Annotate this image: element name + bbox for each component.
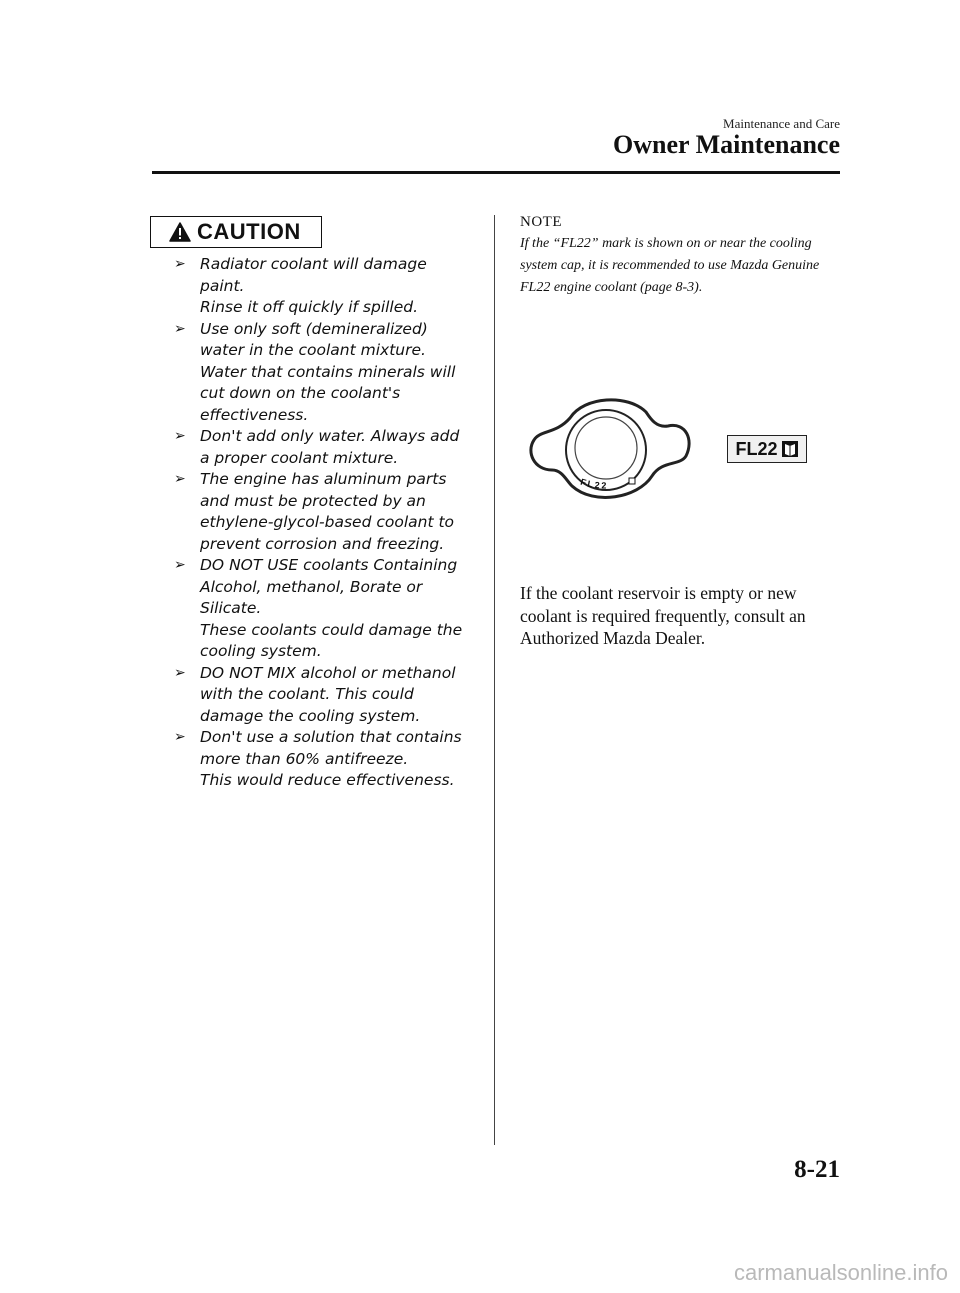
header-section-label: Maintenance and Care bbox=[723, 116, 840, 131]
caution-item-text: DO NOT MIX alcohol or methanol with the coolant. This could damage the cooling system. bbox=[200, 663, 456, 725]
fl22-badge-label: FL22 bbox=[735, 438, 778, 459]
arrow-bullet-icon: ➢ bbox=[174, 256, 186, 272]
page-title: Owner Maintenance bbox=[613, 130, 840, 159]
caution-list bbox=[174, 254, 474, 792]
caution-item bbox=[174, 254, 474, 319]
caution-banner bbox=[150, 216, 322, 248]
caution-item-text: Don't use a solution that contains more than 60% antifreeze. This would reduce effectiveness. bbox=[200, 728, 462, 789]
caution-item bbox=[174, 727, 474, 792]
caution-item-text: Radiator coolant will damage paint. Rinse it off quickly if spilled. bbox=[200, 255, 427, 316]
arrow-bullet-icon: ➢ bbox=[174, 471, 186, 487]
caution-label: CAUTION bbox=[197, 219, 301, 244]
page-number: 8-21 bbox=[794, 1156, 840, 1183]
caution-item bbox=[174, 426, 474, 469]
caution-item-text: The engine has aluminum parts and must be protected by an ethylene-glycol-based coolant to prevent corrosion and freezing. bbox=[200, 470, 455, 553]
cap-fl22-marking: FL22 bbox=[579, 476, 609, 491]
arrow-bullet-icon: ➢ bbox=[174, 428, 186, 444]
arrow-bullet-icon: ➢ bbox=[174, 320, 186, 337]
header-rule bbox=[152, 171, 840, 174]
radiator-cap-illustration bbox=[528, 390, 693, 510]
body-paragraph: If the coolant reservoir is empty or new coolant is required frequently, consult an Authorized Mazda Dealer. bbox=[520, 583, 806, 648]
note-text: If the “FL22” mark is shown on or near the cooling system cap, it is recommended to use Mazda Genuine FL22 engine coolant (page 8-3). bbox=[520, 236, 820, 295]
arrow-bullet-icon: ➢ bbox=[174, 729, 186, 745]
arrow-bullet-icon: ➢ bbox=[174, 664, 186, 681]
caution-item-text: Use only soft (demineralized) water in the coolant mixture. Water that contains minerals will cut down on the coolant's effectiveness. bbox=[200, 319, 456, 424]
fl22-badge bbox=[727, 435, 807, 463]
watermark: carmanualsonline.info bbox=[733, 1260, 948, 1285]
note-title: NOTE bbox=[520, 214, 562, 230]
note-block bbox=[520, 214, 840, 299]
caution-item bbox=[174, 319, 474, 427]
caution-item bbox=[174, 663, 474, 728]
caution-item bbox=[174, 469, 474, 555]
column-divider bbox=[494, 215, 495, 1145]
caution-item-text: DO NOT USE coolants Containing Alcohol, methanol, Borate or Silicate. These coolants could damage the cooling system. bbox=[200, 556, 463, 660]
caution-item-text: Don't add only water. Always add a proper coolant mixture. bbox=[200, 427, 460, 467]
caution-item bbox=[174, 555, 474, 663]
warning-triangle-icon bbox=[169, 222, 191, 242]
manual-book-icon bbox=[781, 440, 799, 458]
arrow-bullet-icon: ➢ bbox=[174, 557, 186, 573]
